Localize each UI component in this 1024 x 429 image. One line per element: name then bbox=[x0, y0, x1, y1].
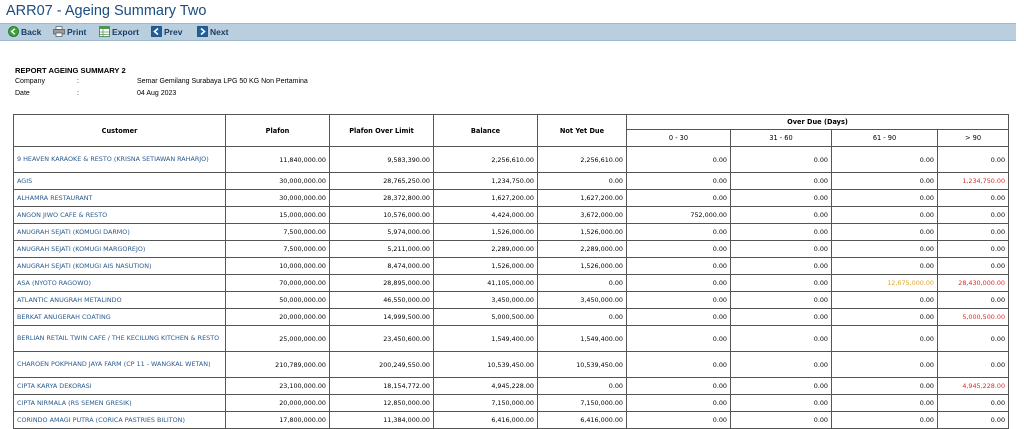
not-yet-due-cell: 1,549,400.00 bbox=[538, 326, 627, 352]
export-button[interactable] bbox=[99, 25, 139, 39]
table-row bbox=[14, 352, 1009, 378]
table-row bbox=[14, 258, 1009, 275]
not-yet-due-cell: 2,256,610.00 bbox=[538, 147, 627, 173]
next-button[interactable] bbox=[197, 25, 228, 39]
balance-cell: 4,424,000.00 bbox=[434, 207, 538, 224]
spreadsheet-icon bbox=[99, 26, 110, 37]
plafon-cell: 70,000,000.00 bbox=[226, 275, 330, 292]
plafon-cell: 15,000,000.00 bbox=[226, 207, 330, 224]
plafon-cell: 25,000,000.00 bbox=[226, 326, 330, 352]
prev-label: Prev bbox=[164, 27, 183, 37]
bucket-over-90-cell: 0.00 bbox=[938, 190, 1009, 207]
bucket-31-60-cell: 0.00 bbox=[731, 395, 832, 412]
over-limit-header: Plafon Over Limit bbox=[330, 115, 434, 147]
bucket-over-90-cell: 5,000,500.00 bbox=[938, 309, 1009, 326]
bucket-over-90-header: > 90 bbox=[938, 130, 1009, 147]
table-row bbox=[14, 241, 1009, 258]
over-limit-cell: 28,765,250.00 bbox=[330, 173, 434, 190]
bucket-0-30-cell: 0.00 bbox=[627, 412, 731, 429]
date-value: 04 Aug 2023 bbox=[137, 90, 177, 97]
plafon-cell: 23,100,000.00 bbox=[226, 378, 330, 395]
customer-link[interactable]: ATLANTIC ANUGRAH METALINDO bbox=[14, 292, 226, 309]
not-yet-due-cell: 3,450,000.00 bbox=[538, 292, 627, 309]
customer-link[interactable]: ANGON JIWO CAFE & RESTO bbox=[14, 207, 226, 224]
customer-link[interactable]: CIPTA NIRMALA (RS SEMEN GRESIK) bbox=[14, 395, 226, 412]
bucket-61-90-cell: 0.00 bbox=[832, 173, 938, 190]
next-arrow-icon bbox=[197, 26, 208, 37]
over-limit-cell: 200,249,550.00 bbox=[330, 352, 434, 378]
bucket-0-30-cell: 0.00 bbox=[627, 190, 731, 207]
prev-arrow-icon bbox=[151, 26, 162, 37]
plafon-cell: 11,840,000.00 bbox=[226, 147, 330, 173]
over-limit-cell: 28,372,800.00 bbox=[330, 190, 434, 207]
plafon-cell: 7,500,000.00 bbox=[226, 241, 330, 258]
table-row bbox=[14, 275, 1009, 292]
print-label: Print bbox=[67, 27, 87, 37]
table-row bbox=[14, 190, 1009, 207]
next-label: Next bbox=[210, 27, 229, 37]
not-yet-due-cell: 0.00 bbox=[538, 309, 627, 326]
bucket-over-90-cell: 28,430,000.00 bbox=[938, 275, 1009, 292]
customer-link[interactable]: ANUGRAH SEJATI (KOMUGI MARGOREJO) bbox=[14, 241, 226, 258]
bucket-31-60-cell: 0.00 bbox=[731, 190, 832, 207]
over-limit-cell: 9,583,390.00 bbox=[330, 147, 434, 173]
back-button[interactable] bbox=[8, 25, 41, 39]
bucket-61-90-cell: 0.00 bbox=[832, 378, 938, 395]
not-yet-due-cell: 0.00 bbox=[538, 378, 627, 395]
over-limit-cell: 11,384,000.00 bbox=[330, 412, 434, 429]
over-limit-cell: 12,850,000.00 bbox=[330, 395, 434, 412]
printer-icon bbox=[53, 26, 65, 37]
plafon-cell: 30,000,000.00 bbox=[226, 173, 330, 190]
plafon-cell: 20,000,000.00 bbox=[226, 395, 330, 412]
customer-link[interactable]: CORINDO AMAGI PUTRA (CORICA PASTRIES BILITON) bbox=[14, 412, 226, 429]
bucket-61-90-cell: 0.00 bbox=[832, 147, 938, 173]
balance-cell: 2,289,000.00 bbox=[434, 241, 538, 258]
export-label: Export bbox=[112, 27, 139, 37]
bucket-0-30-cell: 0.00 bbox=[627, 241, 731, 258]
table-row bbox=[14, 412, 1009, 429]
bucket-0-30-cell: 0.00 bbox=[627, 147, 731, 173]
customer-link[interactable]: ALHAMRA RESTAURANT bbox=[14, 190, 226, 207]
bucket-31-60-cell: 0.00 bbox=[731, 147, 832, 173]
bucket-0-30-cell: 0.00 bbox=[627, 395, 731, 412]
bucket-over-90-cell: 0.00 bbox=[938, 352, 1009, 378]
bucket-31-60-cell: 0.00 bbox=[731, 224, 832, 241]
bucket-0-30-cell: 0.00 bbox=[627, 352, 731, 378]
bucket-0-30-cell: 0.00 bbox=[627, 173, 731, 190]
balance-cell: 10,539,450.00 bbox=[434, 352, 538, 378]
balance-cell: 1,526,000.00 bbox=[434, 258, 538, 275]
not-yet-due-cell: 1,526,000.00 bbox=[538, 258, 627, 275]
bucket-31-60-cell: 0.00 bbox=[731, 412, 832, 429]
not-yet-due-header: Not Yet Due bbox=[538, 115, 627, 147]
not-yet-due-cell: 7,150,000.00 bbox=[538, 395, 627, 412]
table-row bbox=[14, 173, 1009, 190]
table-row bbox=[14, 147, 1009, 173]
window-title: ARR07 - Ageing Summary Two bbox=[6, 3, 207, 19]
bucket-0-30-cell: 0.00 bbox=[627, 378, 731, 395]
company-label: Company bbox=[15, 78, 45, 85]
bucket-over-90-cell: 0.00 bbox=[938, 258, 1009, 275]
bucket-0-30-header: 0 - 30 bbox=[627, 130, 731, 147]
prev-button[interactable] bbox=[151, 25, 182, 39]
bucket-0-30-cell: 0.00 bbox=[627, 292, 731, 309]
bucket-over-90-cell: 0.00 bbox=[938, 241, 1009, 258]
customer-link[interactable]: BERKAT ANUGERAH COATING bbox=[14, 309, 226, 326]
plafon-cell: 20,000,000.00 bbox=[226, 309, 330, 326]
bucket-61-90-cell: 0.00 bbox=[832, 190, 938, 207]
not-yet-due-cell: 6,416,000.00 bbox=[538, 412, 627, 429]
company-separator: : bbox=[77, 78, 79, 85]
customer-link[interactable]: 9 HEAVEN KARAOKE & RESTO (KRISNA SETIAWAN RAHARJO) bbox=[14, 147, 226, 173]
over-limit-cell: 23,450,600.00 bbox=[330, 326, 434, 352]
bucket-over-90-cell: 0.00 bbox=[938, 292, 1009, 309]
toolbar bbox=[0, 23, 1016, 41]
bucket-61-90-cell: 0.00 bbox=[832, 224, 938, 241]
bucket-0-30-cell: 0.00 bbox=[627, 224, 731, 241]
bucket-0-30-cell: 0.00 bbox=[627, 309, 731, 326]
plafon-cell: 7,500,000.00 bbox=[226, 224, 330, 241]
bucket-61-90-cell: 0.00 bbox=[832, 352, 938, 378]
bucket-31-60-cell: 0.00 bbox=[731, 309, 832, 326]
plafon-cell: 210,789,000.00 bbox=[226, 352, 330, 378]
over-limit-cell: 46,550,000.00 bbox=[330, 292, 434, 309]
bucket-0-30-cell: 0.00 bbox=[627, 275, 731, 292]
bucket-31-60-cell: 0.00 bbox=[731, 275, 832, 292]
over-limit-cell: 18,154,772.00 bbox=[330, 378, 434, 395]
balance-cell: 41,105,000.00 bbox=[434, 275, 538, 292]
not-yet-due-cell: 10,539,450.00 bbox=[538, 352, 627, 378]
print-button[interactable] bbox=[53, 25, 86, 39]
over-limit-cell: 10,576,000.00 bbox=[330, 207, 434, 224]
bucket-over-90-cell: 0.00 bbox=[938, 207, 1009, 224]
balance-cell: 5,000,500.00 bbox=[434, 309, 538, 326]
bucket-0-30-cell: 0.00 bbox=[627, 258, 731, 275]
over-limit-cell: 5,974,000.00 bbox=[330, 224, 434, 241]
not-yet-due-cell: 0.00 bbox=[538, 275, 627, 292]
bucket-61-90-cell: 0.00 bbox=[832, 258, 938, 275]
over-limit-cell: 8,474,000.00 bbox=[330, 258, 434, 275]
bucket-61-90-cell: 0.00 bbox=[832, 207, 938, 224]
customer-link[interactable]: CHAROEN POKPHAND JAYA FARM (CP 11 - WANGKAL WETAN) bbox=[14, 352, 226, 378]
bucket-31-60-header: 31 - 60 bbox=[731, 130, 832, 147]
bucket-over-90-cell: 0.00 bbox=[938, 412, 1009, 429]
bucket-0-30-cell: 0.00 bbox=[627, 326, 731, 352]
customer-link[interactable]: ANUGRAH SEJATI (KOMUGI AIS NASUTION) bbox=[14, 258, 226, 275]
table-row bbox=[14, 395, 1009, 412]
customer-link[interactable]: BERLIAN RETAIL TWIN CAFE / THE KECILUNG KITCHEN & RESTO bbox=[14, 326, 226, 352]
table-row bbox=[14, 326, 1009, 352]
not-yet-due-cell: 1,526,000.00 bbox=[538, 224, 627, 241]
customer-link[interactable]: AGIS bbox=[14, 173, 226, 190]
table-row bbox=[14, 378, 1009, 395]
balance-cell: 1,549,400.00 bbox=[434, 326, 538, 352]
table-row bbox=[14, 292, 1009, 309]
bucket-31-60-cell: 0.00 bbox=[731, 378, 832, 395]
plafon-cell: 17,800,000.00 bbox=[226, 412, 330, 429]
balance-cell: 2,256,610.00 bbox=[434, 147, 538, 173]
bucket-31-60-cell: 0.00 bbox=[731, 207, 832, 224]
balance-cell: 3,450,000.00 bbox=[434, 292, 538, 309]
company-value: Semar Gemilang Surabaya LPG 50 KG Non Pertamina bbox=[137, 78, 308, 85]
table-row bbox=[14, 309, 1009, 326]
bucket-31-60-cell: 0.00 bbox=[731, 292, 832, 309]
bucket-over-90-cell: 0.00 bbox=[938, 395, 1009, 412]
plafon-cell: 10,000,000.00 bbox=[226, 258, 330, 275]
bucket-31-60-cell: 0.00 bbox=[731, 241, 832, 258]
bucket-0-30-cell: 752,000.00 bbox=[627, 207, 731, 224]
customer-link[interactable]: CIPTA KARYA DEKORASI bbox=[14, 378, 226, 395]
back-arrow-icon bbox=[8, 26, 19, 37]
ageing-table bbox=[13, 114, 1009, 429]
back-label: Back bbox=[21, 27, 42, 37]
bucket-over-90-cell: 4,945,228.00 bbox=[938, 378, 1009, 395]
bucket-61-90-cell: 0.00 bbox=[832, 292, 938, 309]
bucket-31-60-cell: 0.00 bbox=[731, 258, 832, 275]
customer-header: Customer bbox=[14, 115, 226, 147]
bucket-over-90-cell: 1,234,750.00 bbox=[938, 173, 1009, 190]
not-yet-due-cell: 0.00 bbox=[538, 173, 627, 190]
over-due-header: Over Due (Days) bbox=[627, 115, 1009, 130]
bucket-61-90-cell: 0.00 bbox=[832, 412, 938, 429]
plafon-cell: 30,000,000.00 bbox=[226, 190, 330, 207]
date-label: Date bbox=[15, 90, 30, 97]
table-row bbox=[14, 207, 1009, 224]
bucket-over-90-cell: 0.00 bbox=[938, 326, 1009, 352]
bucket-31-60-cell: 0.00 bbox=[731, 352, 832, 378]
bucket-31-60-cell: 0.00 bbox=[731, 173, 832, 190]
not-yet-due-cell: 2,289,000.00 bbox=[538, 241, 627, 258]
balance-cell: 7,150,000.00 bbox=[434, 395, 538, 412]
balance-cell: 6,416,000.00 bbox=[434, 412, 538, 429]
report-heading: REPORT AGEING SUMMARY 2 bbox=[15, 66, 126, 75]
not-yet-due-cell: 3,672,000.00 bbox=[538, 207, 627, 224]
bucket-over-90-cell: 0.00 bbox=[938, 147, 1009, 173]
bucket-61-90-cell: 12,675,000.00 bbox=[832, 275, 938, 292]
balance-cell: 1,234,750.00 bbox=[434, 173, 538, 190]
balance-cell: 1,526,000.00 bbox=[434, 224, 538, 241]
over-limit-cell: 5,211,000.00 bbox=[330, 241, 434, 258]
customer-link[interactable]: ANUGRAH SEJATI (KOMUGI DARMO) bbox=[14, 224, 226, 241]
bucket-61-90-cell: 0.00 bbox=[832, 309, 938, 326]
bucket-61-90-cell: 0.00 bbox=[832, 395, 938, 412]
bucket-over-90-cell: 0.00 bbox=[938, 224, 1009, 241]
over-limit-cell: 28,895,000.00 bbox=[330, 275, 434, 292]
table-row bbox=[14, 224, 1009, 241]
plafon-cell: 50,000,000.00 bbox=[226, 292, 330, 309]
balance-cell: 1,627,200.00 bbox=[434, 190, 538, 207]
plafon-header: Plafon bbox=[226, 115, 330, 147]
balance-header: Balance bbox=[434, 115, 538, 147]
bucket-31-60-cell: 0.00 bbox=[731, 326, 832, 352]
date-separator: : bbox=[77, 90, 79, 97]
not-yet-due-cell: 1,627,200.00 bbox=[538, 190, 627, 207]
balance-cell: 4,945,228.00 bbox=[434, 378, 538, 395]
customer-link[interactable]: ASA (NYOTO RAGOWO) bbox=[14, 275, 226, 292]
over-limit-cell: 14,999,500.00 bbox=[330, 309, 434, 326]
bucket-61-90-header: 61 - 90 bbox=[832, 130, 938, 147]
bucket-61-90-cell: 0.00 bbox=[832, 241, 938, 258]
bucket-61-90-cell: 0.00 bbox=[832, 326, 938, 352]
